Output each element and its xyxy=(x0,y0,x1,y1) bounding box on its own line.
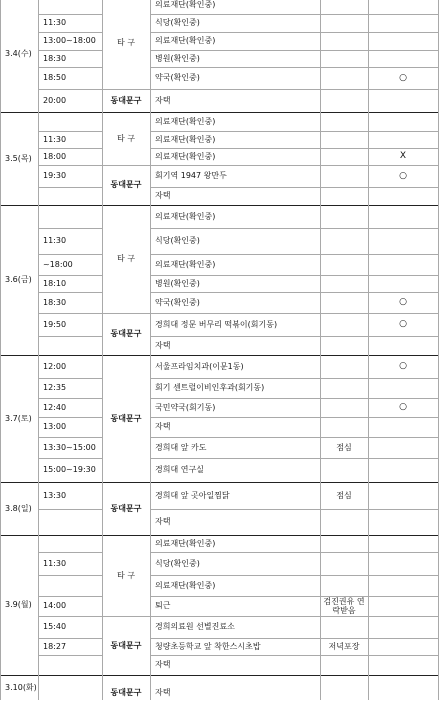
place-cell: 자택 xyxy=(155,95,171,105)
place-cell: 회기 센트럴이비인후과(회기동) xyxy=(155,383,265,393)
row-divider xyxy=(150,292,438,293)
note-cell xyxy=(320,50,368,67)
time-cell: 15:40 xyxy=(43,622,67,632)
row-divider xyxy=(38,228,102,229)
place-cell: 식당(확인중) xyxy=(155,558,200,568)
place-cell: 경희대 앞 카도 xyxy=(155,442,207,452)
district-cell: 동대문구 xyxy=(110,180,142,190)
note-cell xyxy=(320,655,368,675)
mark-cell xyxy=(368,205,438,228)
row-divider xyxy=(38,509,102,510)
district-cell: 타 구 xyxy=(117,37,135,47)
district-cell: 타 구 xyxy=(117,570,135,580)
note-cell xyxy=(320,675,368,710)
time-cell xyxy=(38,535,102,552)
row-divider xyxy=(150,131,438,132)
row-divider xyxy=(150,187,438,188)
time-cell xyxy=(38,187,102,205)
row-divider xyxy=(38,437,102,438)
place-cell: 자택 xyxy=(155,340,171,350)
mark-cell xyxy=(368,0,438,14)
note-cell xyxy=(320,275,368,292)
time-cell xyxy=(38,509,102,535)
row-divider xyxy=(38,32,102,33)
place-cell: 자택 xyxy=(155,517,171,527)
note-cell xyxy=(320,398,368,417)
time-cell: 11:30 xyxy=(43,236,67,246)
time-cell xyxy=(38,0,102,14)
date-cell: 3.6(금) xyxy=(5,275,32,285)
note-cell xyxy=(320,228,368,254)
time-cell: 18:50 xyxy=(43,73,67,83)
row-divider xyxy=(102,616,150,617)
time-cell: ~18:00 xyxy=(43,259,73,269)
date-cell: 3.5(목) xyxy=(5,153,32,163)
mark-cell: ○ xyxy=(399,319,407,330)
note-cell xyxy=(320,535,368,552)
row-divider xyxy=(102,89,150,90)
mark-cell: ○ xyxy=(399,297,407,308)
row-divider xyxy=(38,336,102,337)
district-cell: 타 구 xyxy=(117,254,135,264)
row-divider xyxy=(150,417,438,418)
row-divider xyxy=(150,638,438,639)
column-divider xyxy=(102,0,103,700)
row-divider xyxy=(38,313,102,314)
note-cell xyxy=(320,205,368,228)
row-divider xyxy=(38,165,102,166)
row-divider xyxy=(150,398,438,399)
place-cell: 의료재단(확인중) xyxy=(155,538,216,548)
place-cell: 의료재단(확인중) xyxy=(155,116,216,126)
mark-cell xyxy=(368,32,438,50)
note-cell: 검진권유 연락받음 xyxy=(323,596,365,615)
time-cell: 20:00 xyxy=(43,95,67,105)
mark-cell xyxy=(368,275,438,292)
note-cell: 저녁포장 xyxy=(328,641,360,651)
note-cell xyxy=(320,616,368,638)
note-cell xyxy=(320,336,368,355)
note-cell xyxy=(320,552,368,575)
place-cell: 식당(확인중) xyxy=(155,236,200,246)
place-cell: 자택 xyxy=(155,422,171,432)
row-divider xyxy=(0,205,438,206)
time-cell: 13:30~15:00 xyxy=(43,442,96,452)
time-cell: 12:40 xyxy=(43,402,67,412)
time-cell: 11:30 xyxy=(43,558,67,568)
mark-cell xyxy=(368,535,438,552)
place-cell: 자택 xyxy=(155,191,171,201)
date-cell: 3.4(수) xyxy=(5,49,32,59)
note-cell: 점심 xyxy=(336,442,352,452)
time-cell: 18:00 xyxy=(43,151,67,161)
date-cell: 3.8(일) xyxy=(5,503,32,513)
note-cell xyxy=(320,355,368,378)
note-cell xyxy=(320,14,368,32)
place-cell: 약국(확인중) xyxy=(155,297,200,307)
time-cell: 19:50 xyxy=(43,319,67,329)
note-cell xyxy=(320,187,368,205)
column-divider xyxy=(38,0,39,700)
time-cell: 13:30 xyxy=(43,490,67,500)
place-cell: 경희의료원 선별진료소 xyxy=(155,622,235,632)
row-divider xyxy=(150,655,438,656)
row-divider xyxy=(38,187,102,188)
place-cell: 자택 xyxy=(155,660,171,670)
column-divider xyxy=(0,0,1,700)
mark-cell xyxy=(368,509,438,535)
row-divider xyxy=(38,89,102,90)
row-divider xyxy=(150,254,438,255)
row-divider xyxy=(150,616,438,617)
row-divider xyxy=(38,275,102,276)
mark-cell xyxy=(368,228,438,254)
time-cell xyxy=(38,675,102,710)
time-cell: 18:30 xyxy=(43,297,67,307)
place-cell: 의료재단(확인중) xyxy=(155,259,216,269)
time-cell: 15:00~19:30 xyxy=(43,465,96,475)
mark-cell xyxy=(368,655,438,675)
time-cell xyxy=(38,655,102,675)
place-cell: 자택 xyxy=(155,687,171,697)
mark-cell: ○ xyxy=(399,72,407,83)
mark-cell xyxy=(368,112,438,131)
mark-cell xyxy=(368,552,438,575)
place-cell: 퇴근 xyxy=(155,601,171,611)
row-divider xyxy=(0,675,438,676)
mark-cell xyxy=(368,675,438,710)
note-cell xyxy=(320,417,368,437)
place-cell: 약국(확인중) xyxy=(155,73,200,83)
district-cell: 동대문구 xyxy=(110,503,142,513)
mark-cell xyxy=(368,482,438,509)
place-cell: 서울프라임치과(이문1동) xyxy=(155,361,244,371)
place-cell: 경희대 앞 곳아일찜닭 xyxy=(155,490,230,500)
row-divider xyxy=(38,417,102,418)
row-divider xyxy=(150,50,438,51)
row-divider xyxy=(38,14,102,15)
column-divider xyxy=(438,0,439,700)
place-cell: 의료재단(확인중) xyxy=(155,211,216,221)
note-cell xyxy=(320,89,368,112)
note-cell xyxy=(320,509,368,535)
note-cell xyxy=(320,112,368,131)
place-cell: 식당(확인중) xyxy=(155,18,200,28)
note-cell xyxy=(320,254,368,275)
district-cell: 동대문구 xyxy=(110,413,142,423)
note-cell xyxy=(320,148,368,165)
time-cell: 13:00 xyxy=(43,422,67,432)
time-cell: 11:30 xyxy=(43,134,67,144)
row-divider xyxy=(38,655,102,656)
row-divider xyxy=(38,638,102,639)
row-divider xyxy=(38,575,102,576)
row-divider xyxy=(38,616,102,617)
note-cell xyxy=(320,458,368,482)
note-cell xyxy=(320,0,368,14)
place-cell: 경희대 정문 버무리 떡볶이(회기동) xyxy=(155,319,278,329)
time-cell: 12:00 xyxy=(43,361,67,371)
note-cell xyxy=(320,575,368,596)
time-cell: 18:27 xyxy=(43,641,67,651)
row-divider xyxy=(150,336,438,337)
time-cell xyxy=(38,575,102,596)
note-cell xyxy=(320,292,368,313)
district-cell: 동대문구 xyxy=(110,687,142,697)
mark-cell: ○ xyxy=(399,170,407,181)
time-cell: 12:35 xyxy=(43,383,67,393)
place-cell: 병원(확인중) xyxy=(155,278,200,288)
row-divider xyxy=(150,458,438,459)
place-cell: 국민약국(회기동) xyxy=(155,402,216,412)
time-cell: 18:30 xyxy=(43,53,67,63)
mark-cell xyxy=(368,254,438,275)
row-divider xyxy=(38,148,102,149)
row-divider xyxy=(38,378,102,379)
mark-cell xyxy=(368,187,438,205)
mark-cell xyxy=(368,596,438,616)
place-cell: 의료재단(확인중) xyxy=(155,151,216,161)
mark-cell xyxy=(368,616,438,638)
mark-cell xyxy=(368,638,438,655)
time-cell: 11:30 xyxy=(43,18,67,28)
district-cell: 동대문구 xyxy=(110,640,142,650)
district-cell: 타 구 xyxy=(117,133,135,143)
row-divider xyxy=(150,378,438,379)
time-cell: 19:30 xyxy=(43,171,67,181)
place-cell: 의료재단(확인중) xyxy=(155,134,216,144)
mark-cell xyxy=(368,14,438,32)
mark-cell xyxy=(368,378,438,398)
row-divider xyxy=(150,437,438,438)
time-cell xyxy=(38,205,102,228)
row-divider xyxy=(38,131,102,132)
note-cell: 점심 xyxy=(336,490,352,500)
row-divider xyxy=(38,552,102,553)
row-divider xyxy=(150,596,438,597)
row-divider xyxy=(38,50,102,51)
note-cell xyxy=(320,131,368,148)
place-cell: 회기역 1947 왕만두 xyxy=(155,171,227,181)
mark-cell: X xyxy=(399,151,407,162)
district-cell: 동대문구 xyxy=(110,329,142,339)
district-cell: 동대문구 xyxy=(110,95,142,105)
mark-cell xyxy=(368,575,438,596)
mark-cell xyxy=(368,417,438,437)
time-cell: 14:00 xyxy=(43,601,67,611)
mark-cell xyxy=(368,89,438,112)
row-divider xyxy=(38,254,102,255)
mark-cell xyxy=(368,458,438,482)
date-cell: 3.7(토) xyxy=(5,413,32,423)
column-divider xyxy=(150,0,151,700)
row-divider xyxy=(150,32,438,33)
row-divider xyxy=(102,165,150,166)
place-cell: 의료재단(확인중) xyxy=(155,0,216,10)
note-cell xyxy=(320,165,368,187)
note-cell xyxy=(320,67,368,89)
place-cell: 병원(확인중) xyxy=(155,53,200,63)
mark-cell xyxy=(368,131,438,148)
row-divider xyxy=(0,355,438,356)
time-cell: 13:00~18:00 xyxy=(43,36,96,46)
row-divider xyxy=(0,112,438,113)
row-divider xyxy=(150,89,438,90)
mark-cell xyxy=(368,336,438,355)
row-divider xyxy=(150,148,438,149)
column-divider xyxy=(320,0,321,700)
row-divider xyxy=(38,398,102,399)
row-divider xyxy=(0,535,438,536)
row-divider xyxy=(150,67,438,68)
mark-cell: ○ xyxy=(399,361,407,372)
note-cell xyxy=(320,32,368,50)
mark-cell xyxy=(368,50,438,67)
mark-cell xyxy=(368,437,438,458)
place-cell: 의료재단(확인중) xyxy=(155,580,216,590)
place-cell: 의료재단(확인중) xyxy=(155,36,216,46)
column-divider xyxy=(368,0,369,700)
time-cell xyxy=(38,336,102,355)
row-divider xyxy=(38,596,102,597)
place-cell: 경희대 연구실 xyxy=(155,465,204,475)
place-cell: 청량초등학교 앞 착한스시초밥 xyxy=(155,641,261,651)
row-divider xyxy=(102,313,150,314)
row-divider xyxy=(38,67,102,68)
row-divider xyxy=(150,509,438,510)
time-cell: 18:10 xyxy=(43,278,67,288)
row-divider xyxy=(150,575,438,576)
row-divider xyxy=(150,165,438,166)
row-divider xyxy=(38,458,102,459)
time-cell xyxy=(38,112,102,131)
date-cell: 3.9(월) xyxy=(5,600,32,610)
row-divider xyxy=(150,552,438,553)
row-divider xyxy=(38,292,102,293)
row-divider xyxy=(150,228,438,229)
row-divider xyxy=(150,275,438,276)
row-divider xyxy=(0,482,438,483)
row-divider xyxy=(150,14,438,15)
note-cell xyxy=(320,378,368,398)
mark-cell: ○ xyxy=(399,402,407,413)
row-divider xyxy=(150,313,438,314)
note-cell xyxy=(320,313,368,336)
date-cell: 3.10(화) xyxy=(5,682,37,692)
